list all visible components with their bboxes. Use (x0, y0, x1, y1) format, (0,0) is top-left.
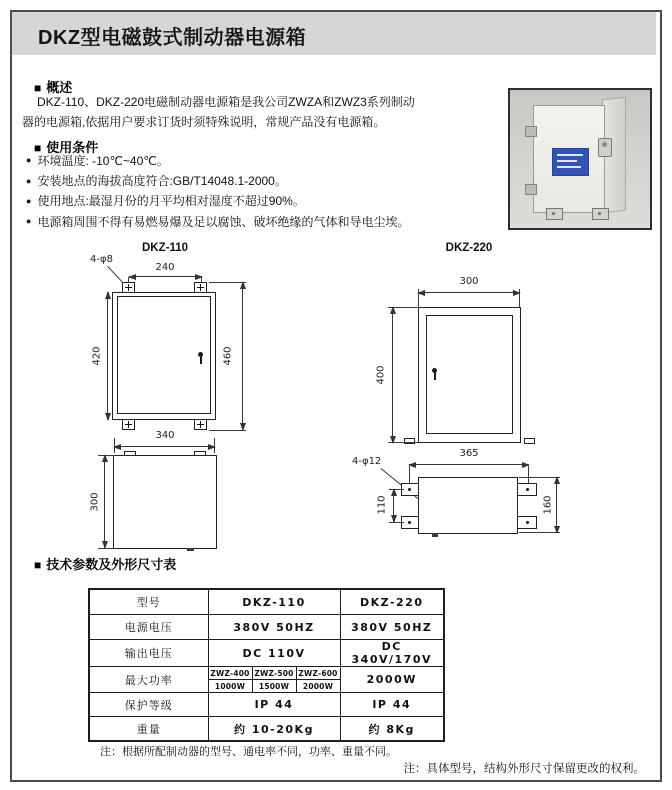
dkz110-front-door (117, 296, 211, 414)
row-label: 重量 (89, 717, 208, 742)
mounting-foot (592, 208, 609, 220)
list-item (26, 170, 409, 190)
mounting-foot (546, 208, 563, 220)
dot-bullet-icon: ● (26, 155, 32, 166)
extension-line (528, 466, 529, 483)
extension-line (519, 477, 560, 478)
hole-cross-mark (125, 284, 132, 291)
hole-dot (526, 488, 529, 491)
dim-label-300: 300 (89, 492, 101, 512)
section-heading-specs (34, 554, 176, 573)
bullet-text: 环境温度: -10℃~40℃。 (37, 153, 169, 168)
label-text-line (557, 160, 577, 162)
dim-label-240: 240 (155, 262, 175, 273)
list-item (26, 150, 409, 170)
drawing-title-dkz220: DKZ-220 (445, 242, 493, 254)
cell-dkz110: IP 44 (208, 693, 340, 717)
square-bullet-icon: ■ (34, 141, 42, 155)
sub-model: ZWZ-500 (252, 667, 296, 680)
dot-bullet-icon: ● (26, 175, 32, 186)
section-title-specs: 技术参数及外形尺寸表 (46, 557, 177, 572)
dim-label-400: 400 (375, 365, 387, 385)
extension-line (388, 307, 418, 308)
hole-cross-mark (125, 421, 132, 428)
cell-dkz220: 380V 50HZ (340, 615, 444, 640)
extension-line (214, 438, 215, 453)
dkz220-bottom-view (418, 477, 518, 534)
dimension-line (114, 446, 215, 447)
dimension-line (556, 477, 557, 533)
extension-line (389, 522, 404, 523)
cell-dkz220: DKZ-220 (340, 589, 444, 615)
cell-dkz110: DKZ-110 (208, 589, 340, 615)
mounting-tab-edge (404, 438, 415, 444)
bullet-text: 电源箱周围不得有易燃易爆及足以腐蚀、破坏绝缘的气体和导电尘埃。 (37, 214, 410, 229)
hole-cross-mark (197, 421, 204, 428)
hole-cross-mark (197, 284, 204, 291)
dimension-line (107, 292, 108, 420)
dimension-line (104, 455, 105, 548)
cable-gland-mark (187, 548, 194, 551)
cell-dkz220: DC 340V/170V (340, 640, 444, 667)
section-title-usage: 使用条件 (46, 140, 99, 155)
dimension-line (392, 307, 393, 443)
latch (598, 138, 612, 157)
overview-line-2: 器的电源箱,依据用户要求订货时须特殊说明，常规产品没有电源箱。 (22, 115, 386, 129)
dimension-line (393, 489, 394, 522)
drawing-title-dkz110: DKZ-110 (141, 242, 189, 254)
sub-model: ZWZ-600 (296, 667, 340, 680)
table-row (89, 640, 444, 667)
mounting-tab-edge (524, 438, 535, 444)
dkz110-side-view (113, 455, 217, 549)
cell-dkz220: 2000W (340, 667, 444, 693)
table-row (89, 667, 444, 680)
dim-label-340: 340 (155, 430, 175, 441)
dimension-line (409, 464, 529, 465)
extension-line (388, 442, 418, 443)
table-row (89, 615, 444, 640)
dim-label-365: 365 (459, 448, 479, 459)
footer-note: 注：具体型号，结构外形尺寸保留更改的权利。 (403, 763, 645, 775)
list-item (26, 191, 409, 211)
dim-label-460: 460 (222, 346, 234, 366)
sub-power: 1000W (208, 680, 252, 693)
table-row (89, 693, 444, 717)
dimension-line (129, 276, 202, 277)
row-label: 最大功率 (89, 667, 208, 693)
extension-line (519, 532, 560, 533)
cell-dkz110: 约 10-20Kg (208, 717, 340, 742)
hole-callout-dkz220: 4-φ12 (352, 456, 382, 467)
usage-bullet-list (26, 150, 409, 232)
extension-line (418, 289, 419, 307)
extension-line (519, 289, 520, 307)
bullet-text: 使用地点:最湿月份的月平均相对湿度不超过90%。 (37, 194, 305, 209)
cell-dkz220: 约 8Kg (340, 717, 444, 742)
extension-line (98, 455, 115, 456)
cell-dkz110: 380V 50HZ (208, 615, 340, 640)
extension-line (209, 282, 246, 283)
dkz220-front-door (426, 315, 513, 434)
nameplate-label (552, 148, 589, 176)
label-text-line (557, 154, 583, 156)
section-title-overview: 概述 (46, 80, 73, 95)
list-item (26, 211, 409, 231)
hole-callout-dkz110: 4-φ8 (90, 254, 113, 265)
label-text-line (557, 166, 581, 168)
keyhole (198, 352, 203, 365)
dim-label-110: 110 (376, 495, 388, 515)
cell-dkz110: DC 110V (208, 640, 340, 667)
hole-dot (408, 488, 411, 491)
cell-dkz220: IP 44 (340, 693, 444, 717)
overview-line-1: DKZ-110、DKZ-220电磁制动器电源箱是我公司ZWZA和ZWZ3系列制动 (37, 95, 415, 109)
table-row (89, 589, 444, 615)
page-title: DKZ型电磁鼓式制动器电源箱 (38, 27, 307, 49)
hole-dot (526, 521, 529, 524)
table-row (89, 717, 444, 742)
keyhole (432, 368, 437, 381)
hole-dot (408, 521, 411, 524)
square-bullet-icon: ■ (34, 81, 42, 95)
extension-line (98, 548, 115, 549)
row-label: 型号 (89, 589, 208, 615)
product-photo (508, 88, 652, 230)
dim-label-420: 420 (91, 346, 103, 366)
overview-paragraph (22, 92, 492, 132)
dot-bullet-icon: ● (26, 195, 32, 206)
square-bullet-icon: ■ (34, 558, 42, 572)
extension-line (114, 438, 115, 453)
row-label: 保护等级 (89, 693, 208, 717)
row-label: 输出电压 (89, 640, 208, 667)
dim-label-300: 300 (459, 276, 479, 287)
sub-model: ZWZ-400 (208, 667, 252, 680)
dot-bullet-icon: ● (26, 216, 32, 227)
dim-label-160: 160 (542, 495, 554, 515)
hinge (525, 184, 537, 195)
sub-power: 1500W (252, 680, 296, 693)
cable-gland-mark (432, 533, 438, 537)
extension-line (209, 430, 246, 431)
extension-line (389, 489, 404, 490)
dimension-line (242, 282, 243, 430)
sub-power: 2000W (296, 680, 340, 693)
dimension-line (418, 292, 520, 293)
table-note: 注：根据所配制动器的型号、通电率不同，功率、重量不同。 (100, 746, 397, 758)
extension-line (409, 466, 410, 483)
spec-table (88, 588, 445, 742)
row-label: 电源电压 (89, 615, 208, 640)
bullet-text: 安装地点的海拔高度符合:GB/T14048.1-2000。 (37, 174, 287, 189)
hinge (525, 126, 537, 137)
